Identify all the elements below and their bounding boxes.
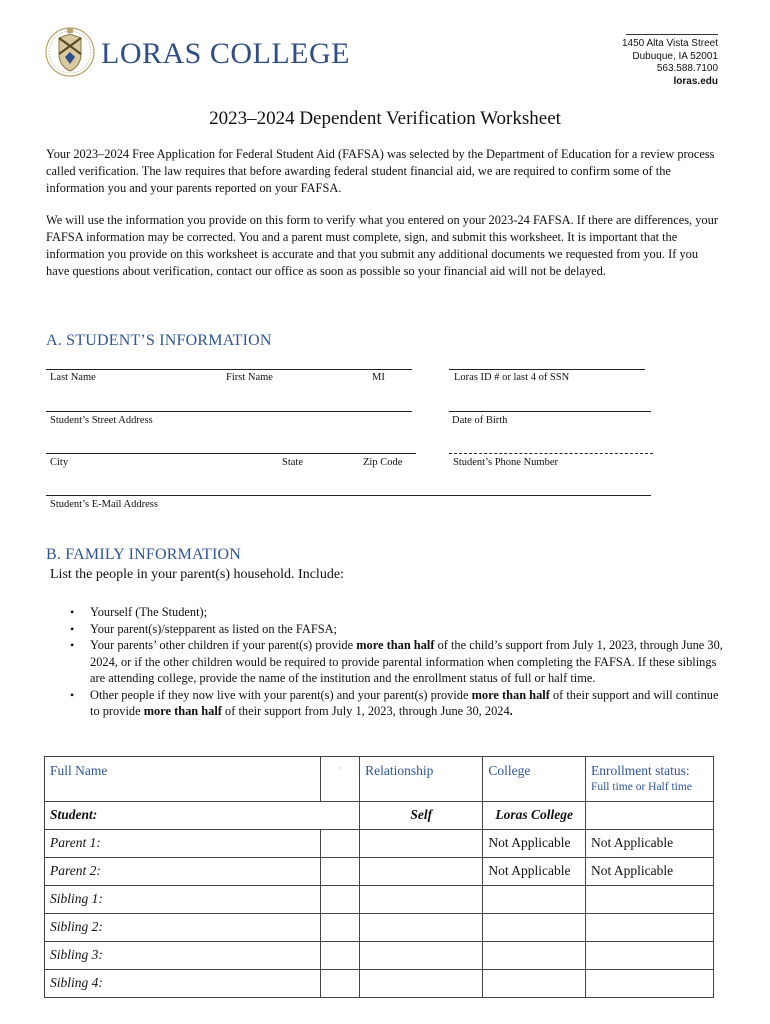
loras-id-field-line[interactable]: [449, 369, 645, 370]
relationship-cell[interactable]: [360, 942, 483, 970]
table-row: [45, 858, 714, 886]
name-field-line[interactable]: [46, 369, 412, 370]
blank-cell[interactable]: [320, 970, 359, 998]
blank-cell[interactable]: [320, 858, 359, 886]
college-cell[interactable]: [483, 886, 586, 914]
enrollment-cell[interactable]: [585, 914, 713, 942]
college-cell[interactable]: [483, 942, 586, 970]
college-address: [622, 34, 718, 88]
last-name-label: Last Name: [50, 372, 96, 383]
city-state-zip-field-line[interactable]: [46, 453, 416, 454]
first-name-label: First Name: [226, 372, 273, 383]
row-label[interactable]: Sibling 2:: [45, 914, 321, 942]
table-header-row: [45, 757, 714, 802]
logo-wordmark: LORAS COLLEGE: [101, 37, 350, 70]
table-row: [45, 942, 714, 970]
intro-paragraph-1: Your 2023–2024 Free Application for Federal Student Aid (FAFSA) was selected by the Department of Education for a review process called verification. The law requires that before awarding federal student financial aid, we are required to confirm some of the information you and your parents reported on your FAFSA.: [46, 147, 715, 195]
table-row: [45, 886, 714, 914]
list-item: • Your parent(s)/stepparent as listed on the FAFSA;: [70, 621, 725, 638]
enrollment-cell[interactable]: [585, 886, 713, 914]
intro-paragraph-2: We will use the information you provide on this form to verify what you entered on your 2023-24 FAFSA. If there are differences, your FAFSA information may be corrected. You and a parent must complete, sign, and submit this worksheet. It is important that the information you provide on this worksheet is accurate and that you submit any additional documents we requested from you. If you have questions about verification, contact our office as soon as possible so your financial aid will not be delayed.: [46, 213, 718, 278]
loras-id-label: Loras ID # or last 4 of SSN: [454, 372, 570, 383]
list-item: • Other people if they now live with your parent(s) and your parent(s) provide more than half of their support and will continue to provide more than half of their support from July 1, 2023, through June 30, 2024.: [70, 687, 725, 720]
table-row: [45, 802, 714, 830]
relationship-cell[interactable]: Self: [360, 802, 483, 830]
college-cell[interactable]: [483, 914, 586, 942]
list-item: • Your parents’ other children if your parent(s) provide more than half of the child’s support from July 1, 2023, through June 30, 2024, or if the other children would be required to provide parental information when completing the FAFSA. If these siblings are attending college, provide the name of the institution and the enrollment status of full or half time.: [70, 637, 725, 687]
blank-cell[interactable]: [320, 942, 359, 970]
header-marker: ·: [320, 757, 359, 802]
row-label: Student:: [45, 802, 360, 830]
table-row: [45, 970, 714, 998]
household-bullet-list: [70, 604, 725, 720]
city-label: City: [50, 457, 69, 468]
relationship-cell[interactable]: [360, 970, 483, 998]
list-item: • Yourself (The Student);: [70, 604, 725, 621]
address-phone: 563.588.7100: [656, 63, 718, 74]
address-street: 1450 Alta Vista Street: [622, 38, 718, 49]
blank-cell[interactable]: [320, 914, 359, 942]
row-label[interactable]: Sibling 4:: [45, 970, 321, 998]
mi-label: MI: [372, 372, 385, 383]
row-label[interactable]: Sibling 1:: [45, 886, 321, 914]
dob-field-line[interactable]: [449, 411, 651, 412]
header-relationship: Relationship: [360, 757, 483, 802]
page-title: 2023–2024 Dependent Verification Worksheet: [209, 108, 561, 129]
loras-college-logo: [45, 24, 350, 80]
table-row: [45, 914, 714, 942]
college-cell[interactable]: [483, 970, 586, 998]
relationship-cell[interactable]: [360, 830, 483, 858]
address-rule: [626, 34, 718, 35]
table-row: [45, 830, 714, 858]
blank-cell[interactable]: [320, 830, 359, 858]
enrollment-cell[interactable]: [585, 970, 713, 998]
blank-cell[interactable]: [320, 886, 359, 914]
college-cell[interactable]: Loras College: [483, 802, 586, 830]
address-city: Dubuque, IA 52001: [632, 50, 718, 62]
section-b-title: B. FAMILY INFORMATION: [46, 546, 242, 563]
header-full-name: Full Name: [45, 757, 321, 802]
state-label: State: [282, 457, 303, 468]
zip-label: Zip Code: [363, 457, 403, 468]
section-a-title: A. STUDENT’S INFORMATION: [46, 332, 272, 349]
phone-field-line[interactable]: [449, 453, 653, 454]
phone-label: Student’s Phone Number: [453, 457, 558, 468]
row-label[interactable]: Sibling 3:: [45, 942, 321, 970]
enrollment-cell[interactable]: Not Applicable: [585, 858, 713, 886]
enrollment-cell[interactable]: [585, 802, 713, 830]
college-cell[interactable]: Not Applicable: [483, 858, 586, 886]
enrollment-cell[interactable]: [585, 942, 713, 970]
email-field-line[interactable]: [46, 495, 651, 496]
family-table: [44, 756, 714, 998]
dob-label: Date of Birth: [452, 415, 508, 426]
email-label: Student’s E-Mail Address: [50, 499, 158, 510]
address-website: loras.edu: [673, 75, 718, 87]
family-intro: List the people in your parent(s) household. Include:: [50, 567, 344, 582]
row-label[interactable]: Parent 1:: [45, 830, 321, 858]
row-label[interactable]: Parent 2:: [45, 858, 321, 886]
relationship-cell[interactable]: [360, 886, 483, 914]
street-label: Student’s Street Address: [50, 415, 153, 426]
enrollment-cell[interactable]: Not Applicable: [585, 830, 713, 858]
relationship-cell[interactable]: [360, 914, 483, 942]
header-enrollment: Enrollment status: Full time or Half time: [585, 757, 713, 802]
header-college: College: [483, 757, 586, 802]
college-seal-icon: [45, 24, 95, 80]
street-field-line[interactable]: [46, 411, 412, 412]
college-cell[interactable]: Not Applicable: [483, 830, 586, 858]
relationship-cell[interactable]: [360, 858, 483, 886]
